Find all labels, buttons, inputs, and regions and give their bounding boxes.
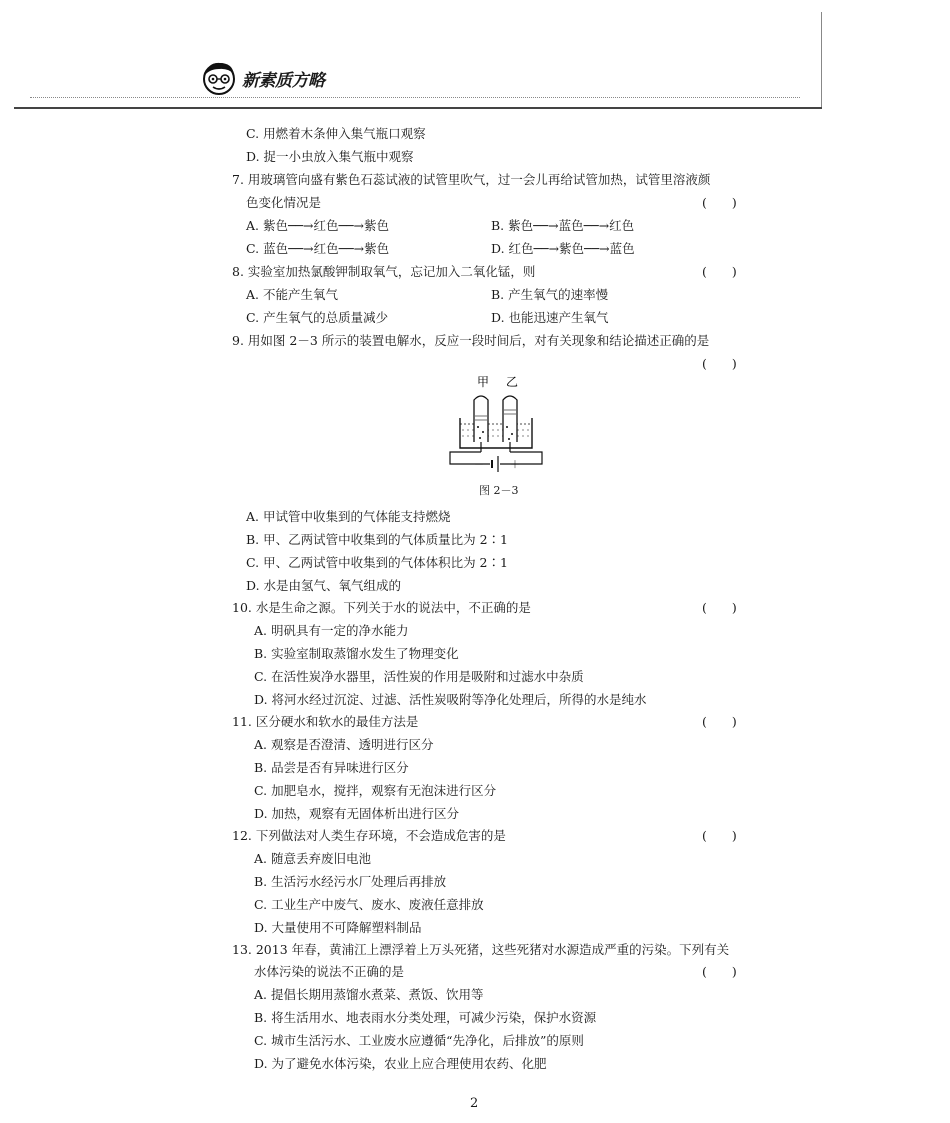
electrolysis-apparatus-figure <box>440 372 552 474</box>
q9-option-c: C. 甲、乙两试管中收集到的气体体积比为 2∶1 <box>246 555 508 570</box>
q10-answer-paren: ( ) <box>702 600 737 615</box>
figure-label-jia: 甲 <box>477 375 490 389</box>
page-number: 2 <box>470 1096 479 1111</box>
q13-option-d: D. 为了避免水体污染，农业上应合理使用农药、化肥 <box>254 1056 547 1071</box>
q12-option-d: D. 大量使用不可降解塑料制品 <box>254 920 422 935</box>
q11-answer-paren: ( ) <box>702 714 737 729</box>
q8-option-a: A. 不能产生氧气 <box>246 287 338 302</box>
water-trough <box>460 418 532 448</box>
q7-option-a: A. 紫色──→红色──→紫色 <box>246 218 390 233</box>
q6-option-d: D. 捉一小虫放入集气瓶中观察 <box>246 149 414 164</box>
q13-stem-line2: 水体污染的说法不正确的是 <box>254 964 405 979</box>
header-dotted-line <box>30 97 800 98</box>
q13-option-a: A. 提倡长期用蒸馏水煮菜、煮饭、饮用等 <box>254 987 484 1002</box>
q12-option-c: C. 工业生产中废气、废水、废液任意排放 <box>254 897 484 912</box>
figure-caption: 图 2－3 <box>479 484 519 497</box>
q6-option-c: C. 用燃着木条伸入集气瓶口观察 <box>246 126 426 141</box>
brand-title: 新素质方略 <box>242 70 325 91</box>
q8-stem: 8. 实验室加热氯酸钾制取氧气，忘记加入二氧化锰，则 <box>232 264 536 279</box>
q7-stem-line2: 色变化情况是 <box>246 195 322 210</box>
q13-option-b: B. 将生活用水、地表雨水分类处理，可减少污染，保护水资源 <box>254 1010 597 1025</box>
q11-option-b: B. 品尝是否有异味进行区分 <box>254 760 409 775</box>
right-border-line <box>821 12 822 109</box>
q12-answer-paren: ( ) <box>702 828 737 843</box>
q9-option-d: D. 水是由氢气、氧气组成的 <box>246 578 402 593</box>
mascot-face-icon <box>200 59 238 97</box>
test-tube-jia <box>474 396 488 442</box>
q11-option-c: C. 加肥皂水，搅拌，观察有无泡沫进行区分 <box>254 783 497 798</box>
q13-answer-paren: ( ) <box>702 964 737 979</box>
circuit-wire <box>450 452 542 464</box>
q9-stem: 9. 用如图 2－3 所示的装置电解水，反应一段时间后，对有关现象和结论描述正确的是 <box>232 333 710 348</box>
q8-option-d: D. 也能迅速产生氧气 <box>491 310 609 325</box>
q7-option-d: D. 红色──→紫色──→蓝色 <box>491 241 635 256</box>
battery-plus-sign: ＋ <box>510 460 520 471</box>
header-rule <box>14 107 822 109</box>
figure-label-yi: 乙 <box>506 375 519 389</box>
q10-option-c: C. 在活性炭净水器里，活性炭的作用是吸附和过滤水中杂质 <box>254 669 584 684</box>
q11-option-d: D. 加热，观察有无固体析出进行区分 <box>254 806 460 821</box>
q8-answer-paren: ( ) <box>702 264 737 279</box>
q12-option-b: B. 生活污水经污水厂处理后再排放 <box>254 874 447 889</box>
battery-minus-sign: － <box>474 460 484 471</box>
q9-answer-paren: ( ) <box>702 356 737 371</box>
q10-option-d: D. 将河水经过沉淀、过滤、活性炭吸附等净化处理后，所得的水是纯水 <box>254 692 647 707</box>
q8-option-c: C. 产生氧气的总质量减少 <box>246 310 389 325</box>
q8-option-b: B. 产生氧气的速率慢 <box>491 287 609 302</box>
q12-option-a: A. 随意丢弃废旧电池 <box>254 851 371 866</box>
q9-option-b: B. 甲、乙两试管中收集到的气体质量比为 2∶1 <box>246 532 509 547</box>
q12-stem: 12. 下列做法对人类生存环境，不会造成危害的是 <box>232 828 506 843</box>
q7-stem-line1: 7. 用玻璃管向盛有紫色石蕊试液的试管里吹气，过一会儿再给试管加热，试管里溶液颜 <box>232 172 711 187</box>
q10-stem: 10. 水是生命之源。下列关于水的说法中，不正确的是 <box>232 600 531 615</box>
q7-option-c: C. 蓝色──→红色──→紫色 <box>246 241 390 256</box>
q13-stem-line1: 13. 2013 年春，黄浦江上漂浮着上万头死猪，这些死猪对水源造成严重的污染。下列有关 <box>232 942 730 957</box>
q10-option-a: A. 明矾具有一定的净水能力 <box>254 623 409 638</box>
q11-option-a: A. 观察是否澄清、透明进行区分 <box>254 737 434 752</box>
q7-option-b: B. 紫色──→蓝色──→红色 <box>491 218 635 233</box>
q7-answer-paren: ( ) <box>702 195 737 210</box>
q9-option-a: A. 甲试管中收集到的气体能支持燃烧 <box>246 509 451 524</box>
q10-option-b: B. 实验室制取蒸馏水发生了物理变化 <box>254 646 459 661</box>
header-logo <box>200 58 325 98</box>
q13-option-c: C. 城市生活污水、工业废水应遵循“先净化，后排放”的原则 <box>254 1033 584 1048</box>
test-tube-yi <box>503 396 517 442</box>
q11-stem: 11. 区分硬水和软水的最佳方法是 <box>232 714 419 729</box>
